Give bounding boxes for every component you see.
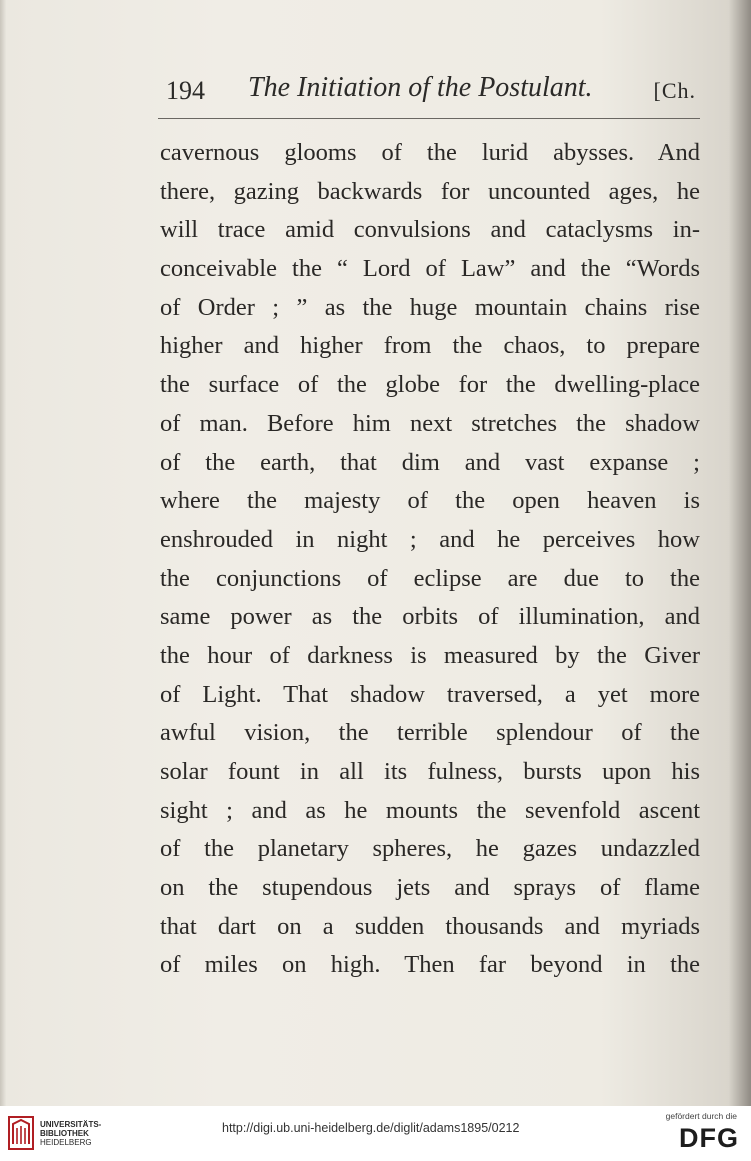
text-line: higher and higher from the chaos, to prepare	[160, 332, 700, 360]
library-name-line: HEIDELBERG	[40, 1138, 92, 1147]
text-line: enshrouded in night ; and he perceives how	[160, 525, 700, 553]
text-line: there, gazing backwards for uncounted ages, he	[160, 177, 700, 205]
page-number: 194	[166, 76, 205, 105]
library-logo-icon	[8, 1116, 34, 1150]
running-title: The Initiation of the Postulant.	[248, 72, 593, 103]
text-line: of the earth, that dim and vast expanse ;	[160, 448, 700, 476]
text-line: cavernous glooms of the lurid abysses. And	[160, 139, 700, 166]
text-line: solar fount in all its fulness, bursts upon his	[160, 758, 700, 785]
text-line: on the stupendous jets and sprays of flame	[160, 874, 700, 902]
text-line: that dart on a sudden thousands and myriads	[160, 912, 700, 940]
library-name	[40, 1120, 101, 1147]
page-gutter	[0, 0, 6, 1106]
text-line: of the planetary spheres, he gazes undazzled	[160, 835, 700, 863]
text-line: the conjunctions of eclipse are due to the	[160, 564, 700, 592]
digitization-footer	[0, 1106, 751, 1161]
source-url-link[interactable]: http://digi.ub.uni-heidelberg.de/diglit/adams1895/0212	[222, 1121, 520, 1135]
text-line: of Light. That shadow traversed, a yet more	[160, 680, 700, 708]
text-line: sight ; and as he mounts the sevenfold ascent	[160, 796, 700, 824]
text-line: the surface of the globe for the dwelling-place	[160, 371, 700, 399]
chapter-mark: [Ch.	[653, 78, 696, 103]
text-line: will trace amid convulsions and cataclysms in-	[160, 216, 700, 244]
header-rule	[158, 118, 700, 119]
text-line: conceivable the “ Lord of Law” and the “Words	[160, 255, 700, 283]
funded-by-label: gefördert durch die	[665, 1111, 737, 1121]
text-line: of man. Before him next stretches the shadow	[160, 409, 700, 437]
text-line: awful vision, the terrible splendour of the	[160, 719, 700, 747]
text-line: of miles on high. Then far beyond in the	[160, 951, 700, 979]
text-line: of Order ; ” as the huge mountain chains rise	[160, 293, 700, 321]
body-text	[160, 134, 700, 985]
text-line: same power as the orbits of illumination, and	[160, 603, 700, 631]
text-line: the hour of darkness is measured by the Giver	[160, 641, 700, 669]
running-header	[166, 72, 706, 116]
library-name-line: BIBLIOTHEK	[40, 1129, 89, 1138]
text-line: where the majesty of the open heaven is	[160, 487, 700, 515]
dfg-logo: DFG	[679, 1123, 739, 1153]
library-name-line: UNIVERSITÄTS-	[40, 1120, 102, 1129]
